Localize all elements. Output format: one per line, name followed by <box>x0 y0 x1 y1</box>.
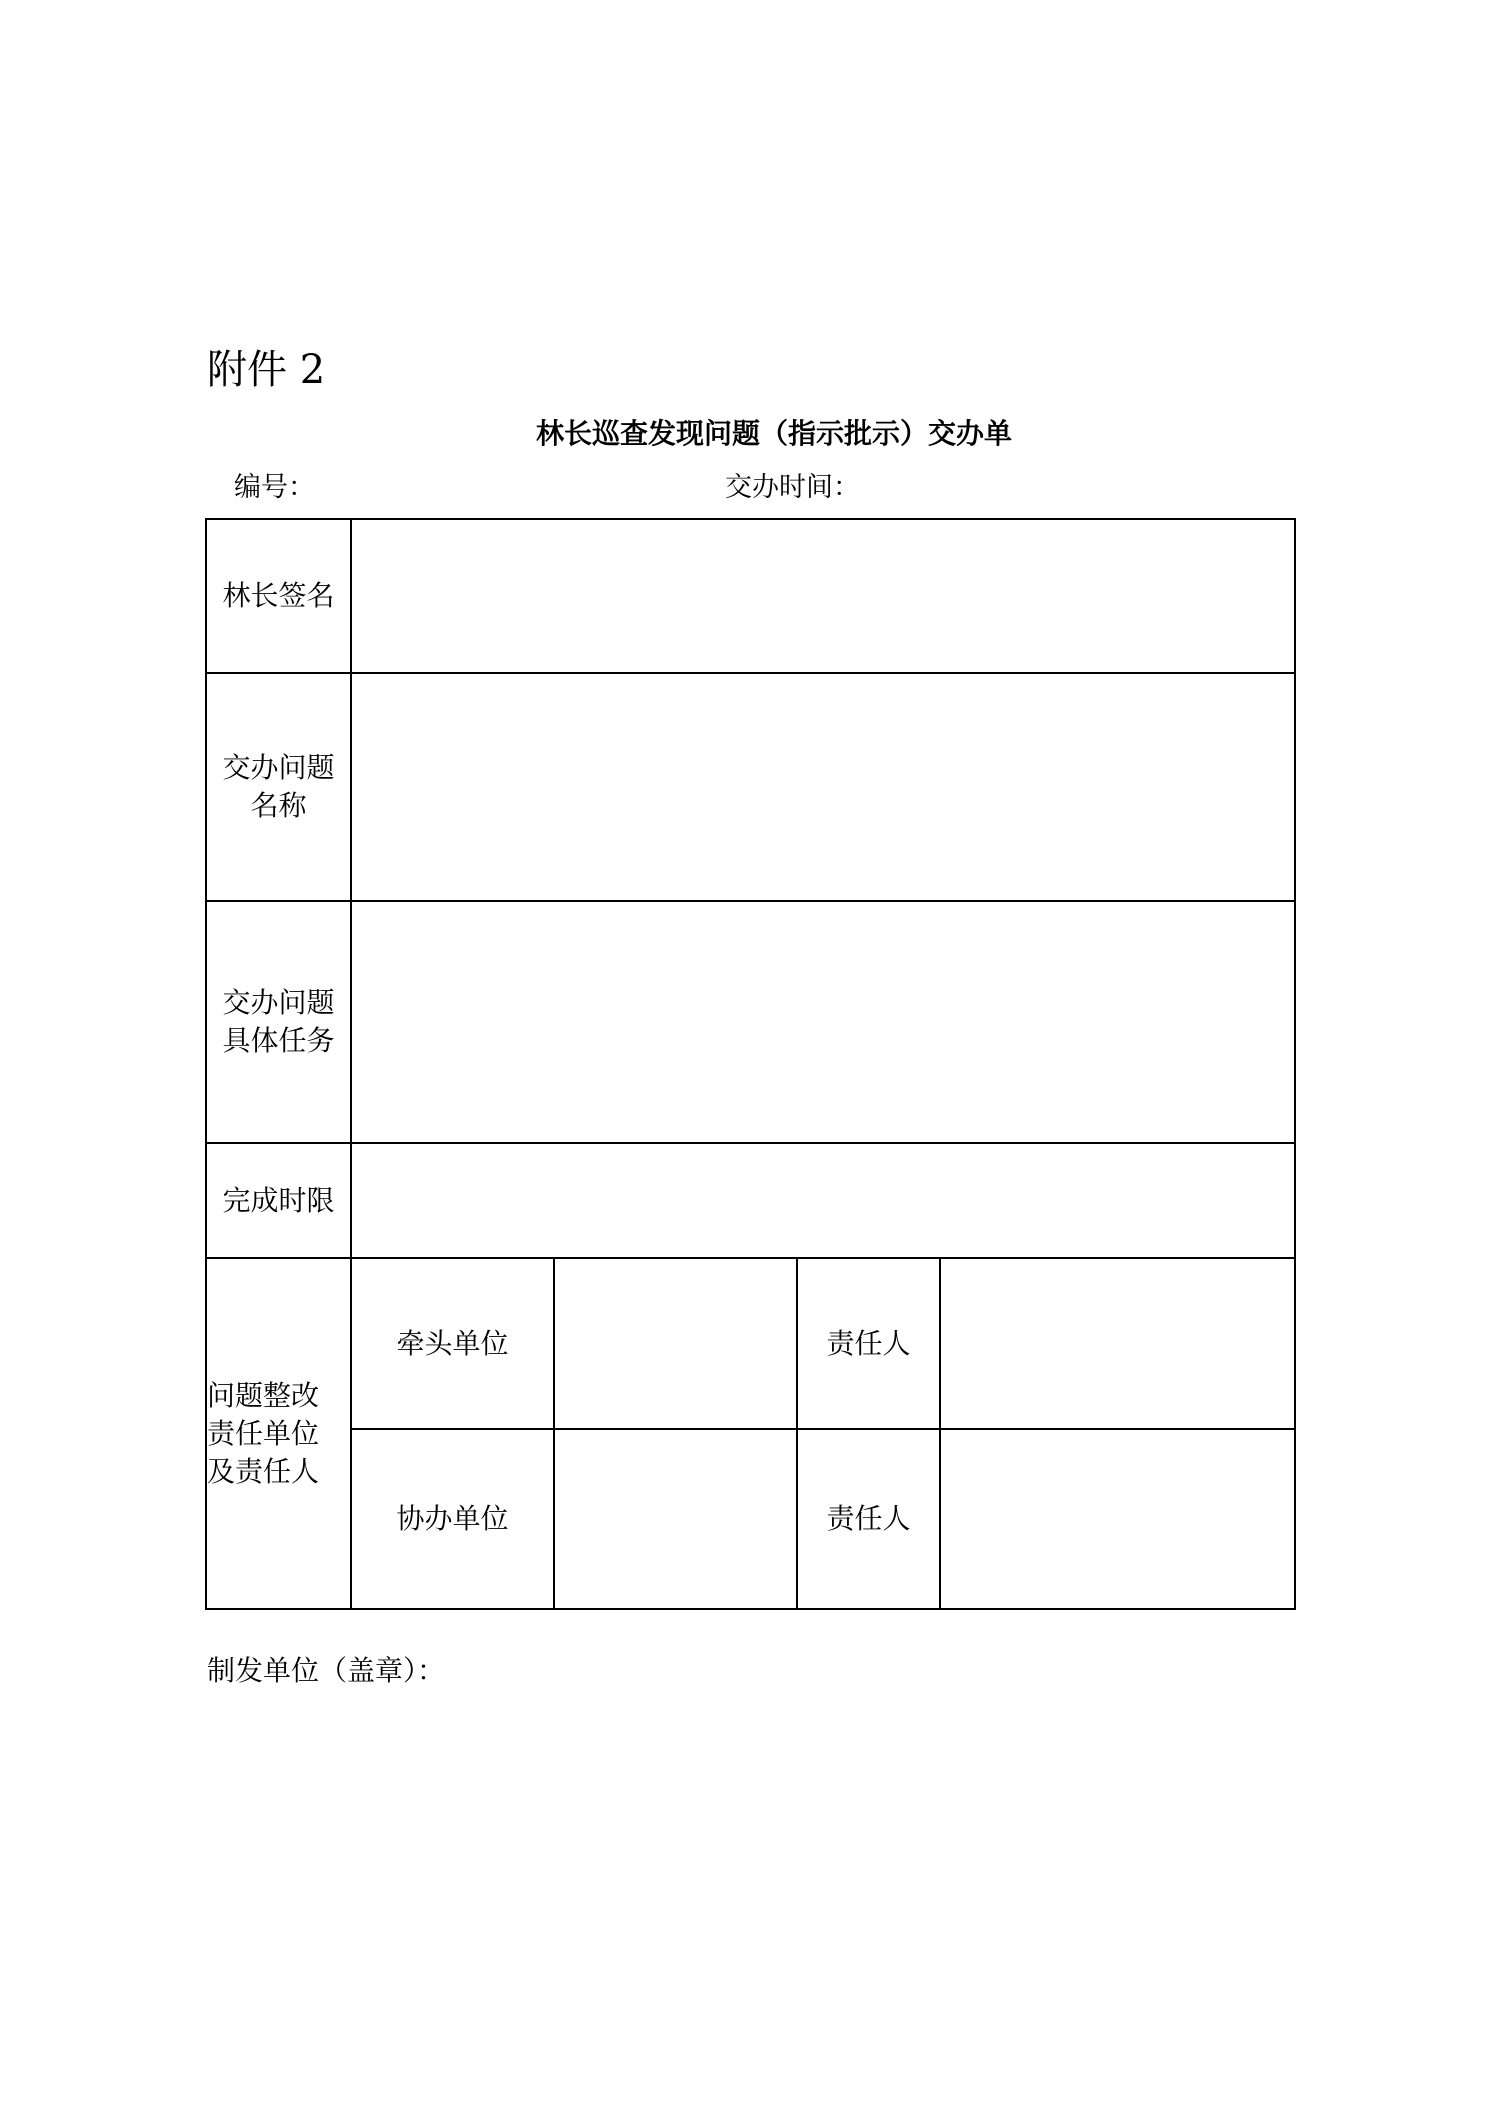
issue-name-field[interactable] <box>351 673 1295 901</box>
number-label: 编号： <box>234 472 315 503</box>
task-row <box>206 901 1295 1143</box>
task-label <box>206 901 351 1143</box>
lead-unit-field[interactable] <box>554 1258 797 1429</box>
attachment-label: 附件 2 <box>207 347 326 393</box>
lead-person-field[interactable] <box>940 1258 1295 1429</box>
lead-person-label: 责任人 <box>797 1258 940 1429</box>
responsible-label-line3: 及责任人 <box>207 1454 320 1488</box>
responsible-label-line2: 责任单位 <box>207 1416 320 1450</box>
task-field[interactable] <box>351 901 1295 1143</box>
deadline-field[interactable] <box>351 1143 1295 1258</box>
assign-time-label: 交办时间： <box>725 472 860 503</box>
signature-row <box>206 519 1295 673</box>
signature-label: 林长签名 <box>206 519 351 673</box>
responsible-label-line1: 问题整改 <box>207 1378 320 1412</box>
task-label-line1: 交办问题 <box>222 986 335 1019</box>
issue-name-label-line1: 交办问题 <box>222 751 335 784</box>
deadline-label: 完成时限 <box>206 1143 351 1258</box>
assignment-form-table <box>205 518 1296 1610</box>
issue-name-label-line2: 名称 <box>250 789 307 822</box>
assist-unit-label: 协办单位 <box>351 1429 554 1609</box>
assist-unit-field[interactable] <box>554 1429 797 1609</box>
issuer-seal-label: 制发单位（盖章）： <box>207 1654 446 1687</box>
deadline-row <box>206 1143 1295 1258</box>
responsible-label <box>206 1258 351 1609</box>
lead-unit-label: 牵头单位 <box>351 1258 554 1429</box>
issue-name-label <box>206 673 351 901</box>
assist-unit-row <box>206 1429 1295 1609</box>
issue-name-row <box>206 673 1295 901</box>
task-label-line2: 具体任务 <box>222 1024 335 1057</box>
signature-field[interactable] <box>351 519 1295 673</box>
lead-unit-row <box>206 1258 1295 1429</box>
assist-person-field[interactable] <box>940 1429 1295 1609</box>
assist-person-label: 责任人 <box>797 1429 940 1609</box>
document-title: 林长巡查发现问题（指示批示）交办单 <box>535 417 1012 450</box>
